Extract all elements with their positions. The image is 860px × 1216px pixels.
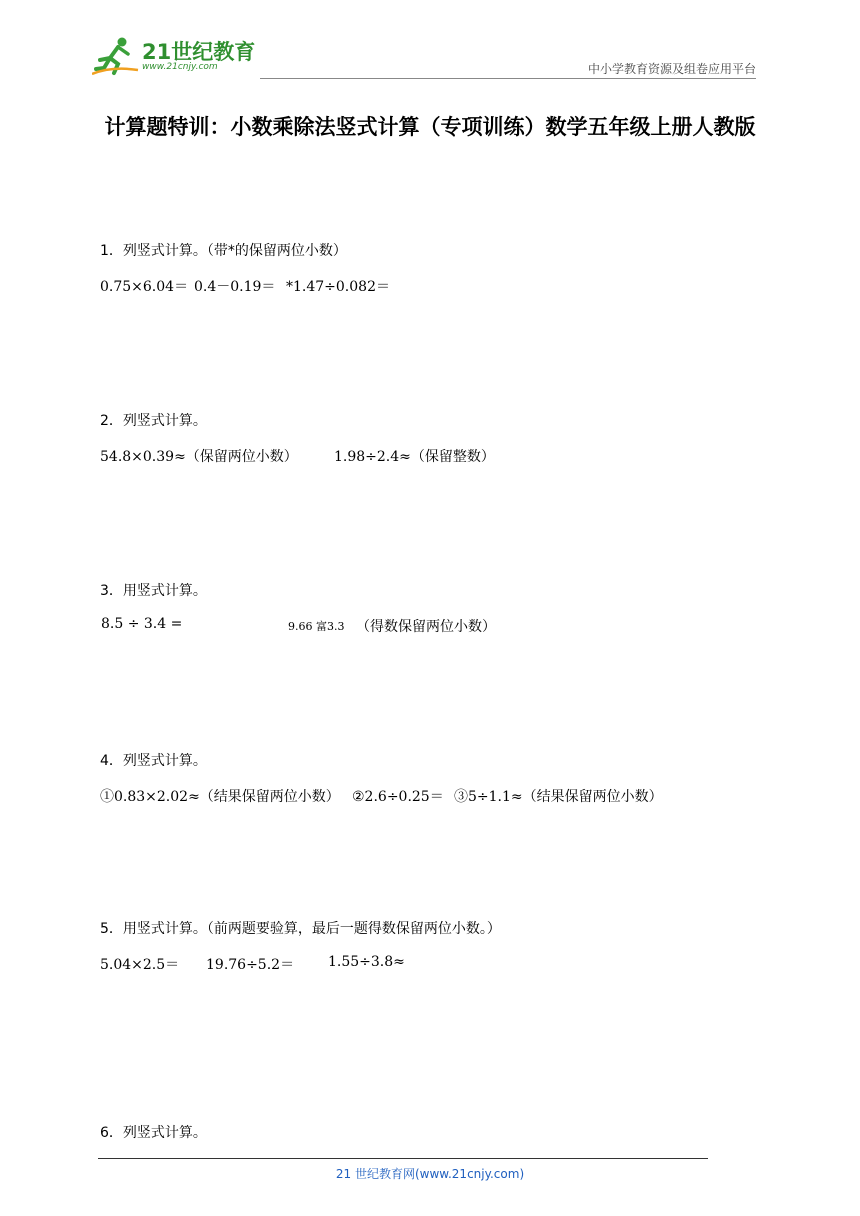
- question-1-item-3: *1.47÷0.082＝: [286, 279, 390, 295]
- question-6: [100, 1122, 780, 1142]
- question-2-item-1: 54.8×0.39≈（保留两位小数）: [100, 449, 298, 465]
- question-4-prompt: 4．列竖式计算。: [100, 753, 207, 769]
- question-5-prompt: 5．用竖式计算。（前两题要验算，最后一题得数保留两位小数。）: [100, 921, 501, 937]
- question-2-item-2: 1.98÷2.4≈（保留整数）: [334, 449, 495, 465]
- site-logo[interactable]: [92, 36, 262, 78]
- question-3-item-3: （得数保留两位小数）: [356, 619, 496, 635]
- question-1-item-1: 0.75×6.04＝: [100, 279, 189, 295]
- footer-divider: [98, 1158, 708, 1159]
- question-3-item-1: 8.5 ÷ 3.4 =: [101, 616, 183, 632]
- question-5-item-2: 19.76÷5.2＝: [206, 957, 295, 973]
- footer-link[interactable]: 21 世纪教育网(www.21cnjy.com): [335, 1167, 525, 1181]
- question-3: [100, 580, 780, 635]
- question-4-item-1: ①0.83×2.02≈（结果保留两位小数）: [100, 789, 340, 805]
- platform-label: 中小学教育资源及组卷应用平台: [587, 62, 756, 76]
- question-6-prompt: 6．列竖式计算。: [100, 1125, 207, 1141]
- question-5: [100, 918, 780, 973]
- question-1-prompt: 1．列竖式计算。（带*的保留两位小数）: [100, 243, 347, 259]
- logo-url-text: www.21cnjy.com: [142, 62, 218, 72]
- question-5-item-3: 1.55÷3.8≈: [328, 954, 405, 970]
- running-figure-icon: [92, 36, 140, 76]
- question-3-prompt: 3．用竖式计算。: [100, 583, 207, 599]
- question-3-item-2: 9.66 富3.3: [288, 620, 345, 633]
- question-4: [100, 750, 780, 805]
- logo-brand-text: 21世纪教育: [142, 40, 256, 64]
- question-2-prompt: 2．列竖式计算。: [100, 413, 207, 429]
- page-header: [0, 0, 860, 90]
- question-5-item-1: 5.04×2.5＝: [100, 957, 180, 973]
- question-4-item-2: ②2.6÷0.25＝: [352, 789, 444, 805]
- question-4-item-3: ③5÷1.1≈（结果保留两位小数）: [454, 789, 663, 805]
- document-title: 计算题特训：小数乘除法竖式计算（专项训练）数学五年级上册人教版: [104, 115, 756, 139]
- question-1: [100, 240, 780, 295]
- question-2: [100, 410, 780, 465]
- question-1-item-2: 0.4－0.19＝: [194, 279, 276, 295]
- header-divider: [260, 78, 756, 79]
